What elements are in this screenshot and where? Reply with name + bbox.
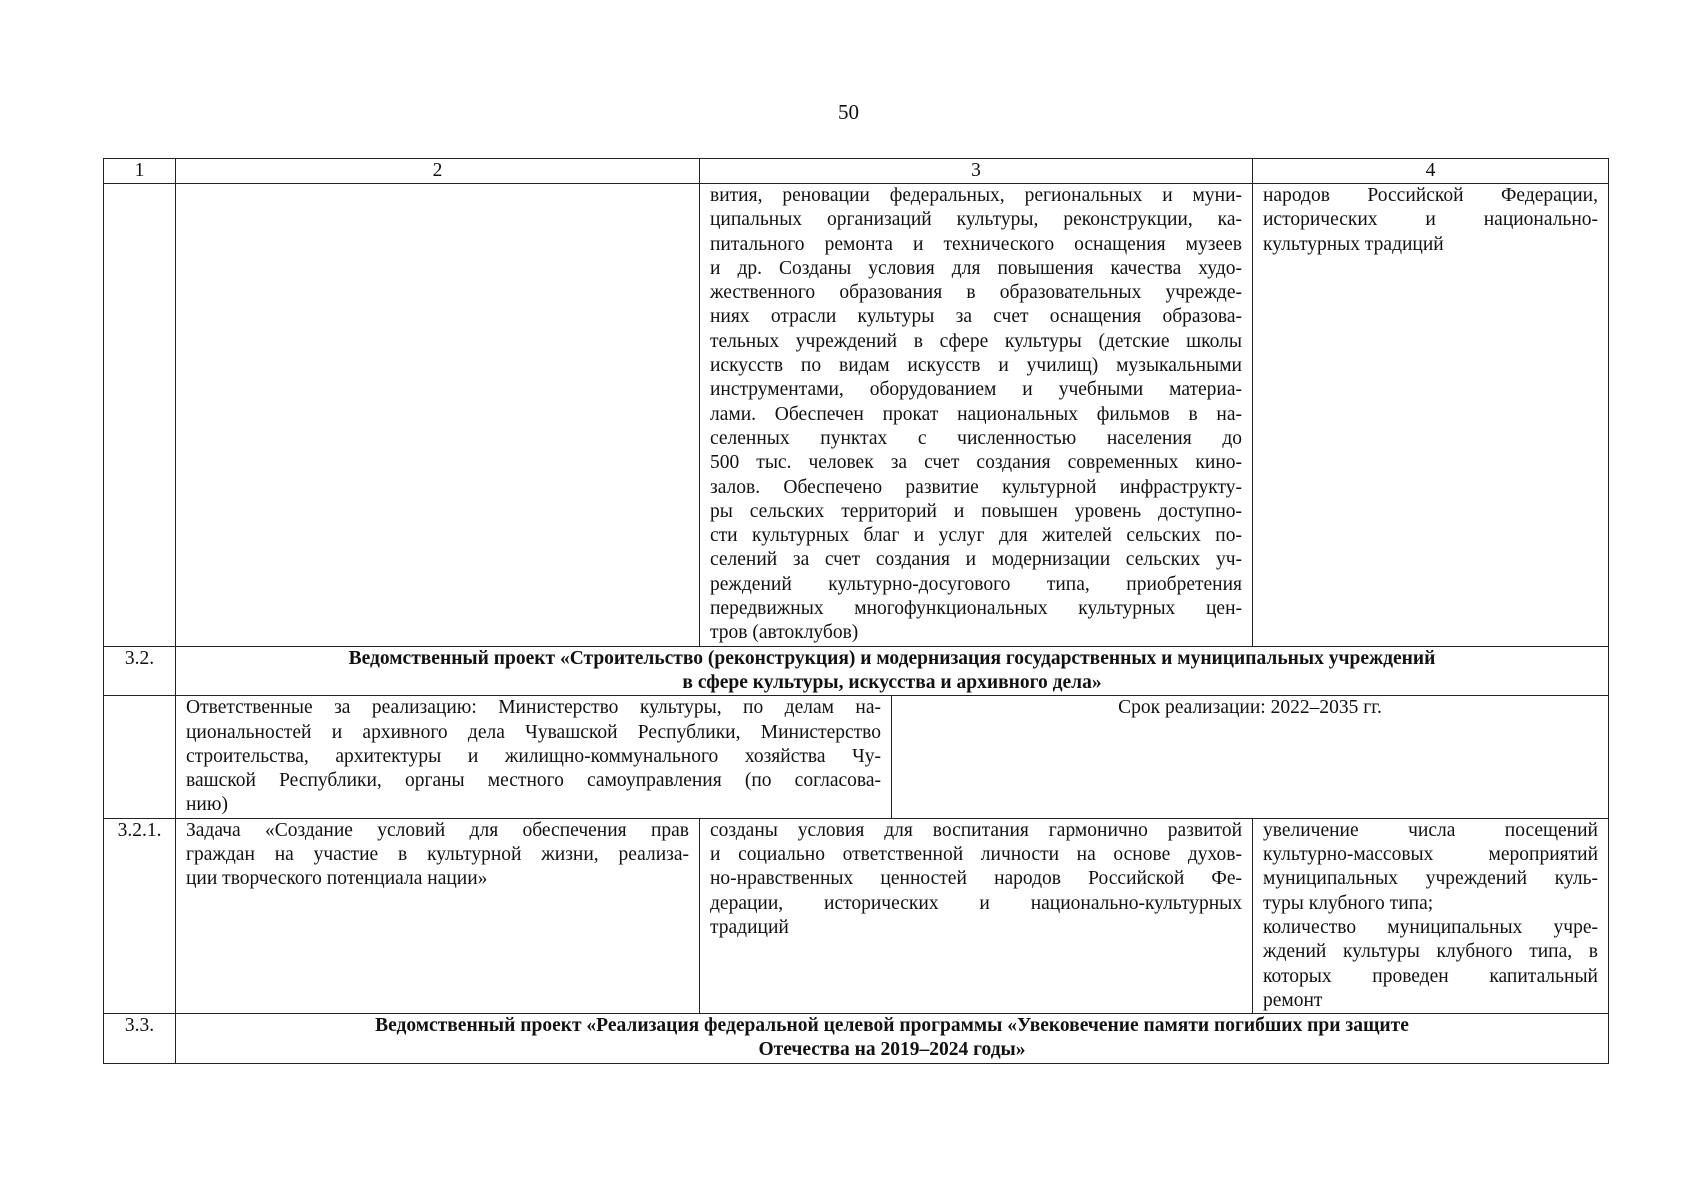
text-line: нию) [186, 794, 228, 816]
text-line: дерации, исторических и национально-культурных [710, 892, 1242, 914]
term-text: Срок реализации: 2022–2035 гг. [1118, 697, 1382, 719]
text-line: туры клубного типа; [1263, 892, 1434, 914]
page-number: 50 [838, 100, 859, 124]
header-col-2: 2 [176, 159, 700, 184]
table-row-project-3-3 [104, 1014, 1609, 1064]
text-line: традиций [710, 916, 789, 938]
row-number [104, 184, 176, 647]
text-line: исторических и национально- [1263, 209, 1598, 231]
text-line: питального ремонта и технического оснащения музеев [710, 233, 1242, 255]
text-line: Ответственные за реализацию: Министерство культуры, по делам на- [186, 697, 881, 719]
responsible-text [186, 696, 881, 817]
text-line: ции творческого потенциала нации» [186, 868, 488, 890]
text-line: тров (автоклубов) [710, 622, 859, 644]
text-line: селенных пунктах с численностью населения до [710, 427, 1242, 449]
text-line: жественного образования в образовательных учрежде- [710, 282, 1242, 304]
project-number: 3.3. [104, 1014, 176, 1064]
text-line: передвижных многофункциональных культурных цен- [710, 598, 1242, 620]
text-line: созданы условия для воспитания гармонично развитой [710, 819, 1242, 841]
project-title [176, 646, 1609, 696]
row-task-cell [176, 184, 700, 647]
project-number: 3.2. [104, 646, 176, 696]
text-line: 500 тыс. человек за счет создания современных кино- [710, 452, 1242, 474]
text-line: и др. Созданы условия для повышения качества худо- [710, 257, 1242, 279]
row-result-cell [700, 184, 1253, 647]
text-line: селений за счет создания и модернизации сельских уч- [710, 549, 1242, 571]
indicator-text [1263, 184, 1598, 257]
text-line: тельных учреждений в сфере культуры (детские школы [710, 330, 1242, 352]
row-indicator-cell [1253, 184, 1609, 647]
text-line: вашской Республики, органы местного самоуправления (по согласова- [186, 770, 881, 792]
text-line: сти культурных благ и услуг для жителей сельских по- [710, 525, 1242, 547]
task-indicator-cell [1253, 818, 1609, 1013]
text-line: реждений культурно-досугового типа, приобретения [710, 573, 1242, 595]
project-details [176, 696, 1609, 818]
text-line: ципальных организаций культуры, реконструкции, ка- [710, 209, 1242, 231]
task-result-text [710, 819, 1242, 940]
responsible-cell [176, 696, 892, 817]
text-line: граждан на участие в культурной жизни, реализа- [186, 844, 689, 866]
text-line: культурных традиций [1263, 233, 1444, 255]
term-cell [892, 696, 1608, 817]
project-title-line-2: Отечества на 2019–2024 годы» [758, 1039, 1026, 1061]
text-line: и социально ответственной личности на основе духов- [710, 844, 1242, 866]
header-col-4: 4 [1253, 159, 1609, 184]
project-title-line-1: Ведомственный проект «Реализация федеральной целевой программы «Увековечение памяти погибших при защите [375, 1015, 1409, 1037]
text-line: которых проведен капитальный [1263, 965, 1598, 987]
text-line: искусств по видам искусств и училищ) музыкальными [710, 355, 1242, 377]
task-number: 3.2.1. [104, 818, 176, 1013]
task-result-cell [700, 818, 1253, 1013]
text-line: ниях отрасли культуры за счет оснащения образова- [710, 306, 1242, 328]
table-row-project-3-2 [104, 646, 1609, 696]
header-col-3: 3 [700, 159, 1253, 184]
task-cell [176, 818, 700, 1013]
empty-number-cell [104, 696, 176, 818]
project-title [176, 1014, 1609, 1064]
table-row-project-3-2-details [104, 696, 1609, 818]
program-table [103, 158, 1609, 1064]
text-line: народов Российской Федерации, [1263, 185, 1598, 206]
text-line: вития, реновации федеральных, региональных и муни- [710, 185, 1242, 206]
text-line: лами. Обеспечен прокат национальных фильмов в на- [710, 403, 1242, 425]
table-header-row [104, 159, 1609, 184]
text-line: культурно-массовых мероприятий [1263, 844, 1598, 866]
text-line: строительства, архитектуры и жилищно-коммунального хозяйства Чу- [186, 745, 881, 767]
project-title-line-1: Ведомственный проект «Строительство (реконструкция) и модернизация государственных и муниципальных учреждений [348, 647, 1436, 669]
text-line: ры сельских территорий и повышен уровень доступно- [710, 500, 1242, 522]
project-title-line-2: в сфере культуры, искусства и архивного дела» [682, 671, 1102, 693]
text-line: ремонт [1263, 989, 1323, 1011]
text-line: количество муниципальных учре- [1263, 916, 1598, 938]
text-line: увеличение числа посещений [1263, 819, 1598, 841]
result-text [710, 184, 1242, 646]
text-line: Задача «Создание условий для обеспечения прав [186, 819, 689, 841]
text-line: инструментами, оборудованием и учебными материа- [710, 379, 1242, 401]
header-col-1: 1 [104, 159, 176, 184]
text-line: циональностей и архивного дела Чувашской Республики, Министерство [186, 721, 881, 743]
text-line: залов. Обеспечено развитие культурной инфраструкту- [710, 476, 1242, 498]
table-row-continuation [104, 184, 1609, 647]
text-line: муниципальных учреждений куль- [1263, 868, 1598, 890]
task-text [186, 819, 689, 892]
text-line: но-нравственных ценностей народов Российской Фе- [710, 868, 1242, 890]
table-row-task-3-2-1 [104, 818, 1609, 1013]
text-line: ждений культуры клубного типа, в [1263, 941, 1598, 963]
task-indicator-text [1263, 819, 1598, 1013]
